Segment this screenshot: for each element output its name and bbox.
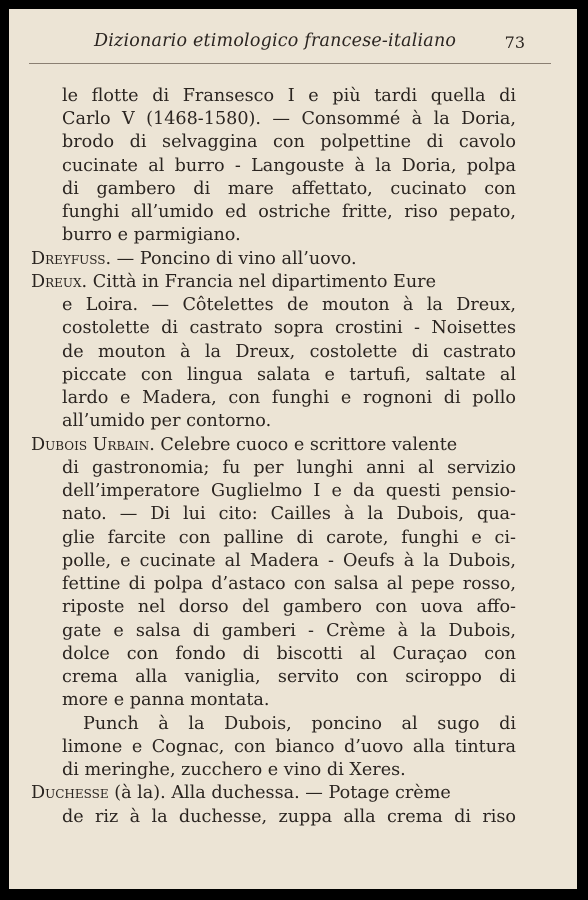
text-line: di gastronomia; fu per lunghi anni al servizio [62,458,516,478]
entry-line [9,248,516,271]
text-line: all’umido per contorno. [62,411,272,431]
text-line: e Loira. — Côtelettes de mouton à la Dreux, [62,295,516,315]
entry-line [9,782,516,805]
entry-headword: Dreux. [31,272,88,292]
text-line: brodo di selvaggina con polpettine di cavolo [62,132,516,152]
header-rule [29,63,551,64]
text-line: di gambero di mare affettato, cucinato con [62,179,516,199]
text-line: lardo e Madera, con funghi e rognoni di pollo [62,388,516,408]
text-line: Carlo V (1468-1580). — Consommé à la Doria, [62,109,516,129]
text-line: polle, e cucinate al Madera - Oeufs à la Dubois, [62,551,516,571]
text-line: burro e parmigiano. [62,225,241,245]
text-line: de riz à la duchesse, zuppa alla crema di riso [62,807,516,827]
text-line: le flotte di Fransesco I e più tardi quella di [62,86,516,106]
text-line: fettine di polpa d’astaco con salsa al pepe rosso, [62,574,516,594]
page-header [9,31,577,61]
text-line: cucinate al burro - Langouste à la Doria, polpa [62,156,516,176]
entry-line [9,434,516,457]
text-line: funghi all’umido ed ostriche fritte, riso pepato, [62,202,516,222]
page-number: 73 [504,33,525,52]
text-line: de mouton à la Dreux, costolette di castrato [62,342,516,362]
text-line: glie farcite con palline di carote, funghi e ci- [62,528,516,548]
text-line: crema alla vaniglia, servito con sciroppo di [62,667,516,687]
text-line: dell’imperatore Guglielmo I e da questi pensio- [62,481,516,501]
entry-headword: Dreyfuss. [31,249,112,269]
text-line: dolce con fondo di biscotti al Curaçao con [62,644,516,664]
entry-headword: Duchesse [31,783,109,803]
text-line: gate e salsa di gamberi - Crème à la Dubois, [62,621,516,641]
running-title: Dizionario etimologico francese-italiano [94,31,457,51]
text-line: more e panna montata. [62,690,270,710]
entry-headword: Dubois Urbain. [31,435,155,455]
book-page [9,9,577,889]
text-line: piccate con lingua salata e tartufi, saltate al [62,365,516,385]
entry-text: Città in Francia nel dipartimento Eure [87,272,436,292]
entry-text: Celebre cuoco e scrittore valente [154,435,458,455]
entry-text: (à la). Alla duchessa. — Potage crème [108,783,451,803]
text-line: limone e Cognac, con bianco d’uovo alla tintura [62,737,516,757]
text-line: riposte nel dorso del gambero con uova affo- [62,597,516,617]
text-line: di meringhe, zucchero e vino di Xeres. [62,760,406,780]
text-line: nato. — Di lui cito: Cailles à la Dubois, qua- [62,504,516,524]
text-line: costolette di castrato sopra crostini - Noisettes [62,318,516,338]
entry-line [9,271,516,294]
entry-text: — Poncino di vino all’uovo. [111,249,357,269]
text-line: Punch à la Dubois, poncino al sugo di [83,714,516,734]
